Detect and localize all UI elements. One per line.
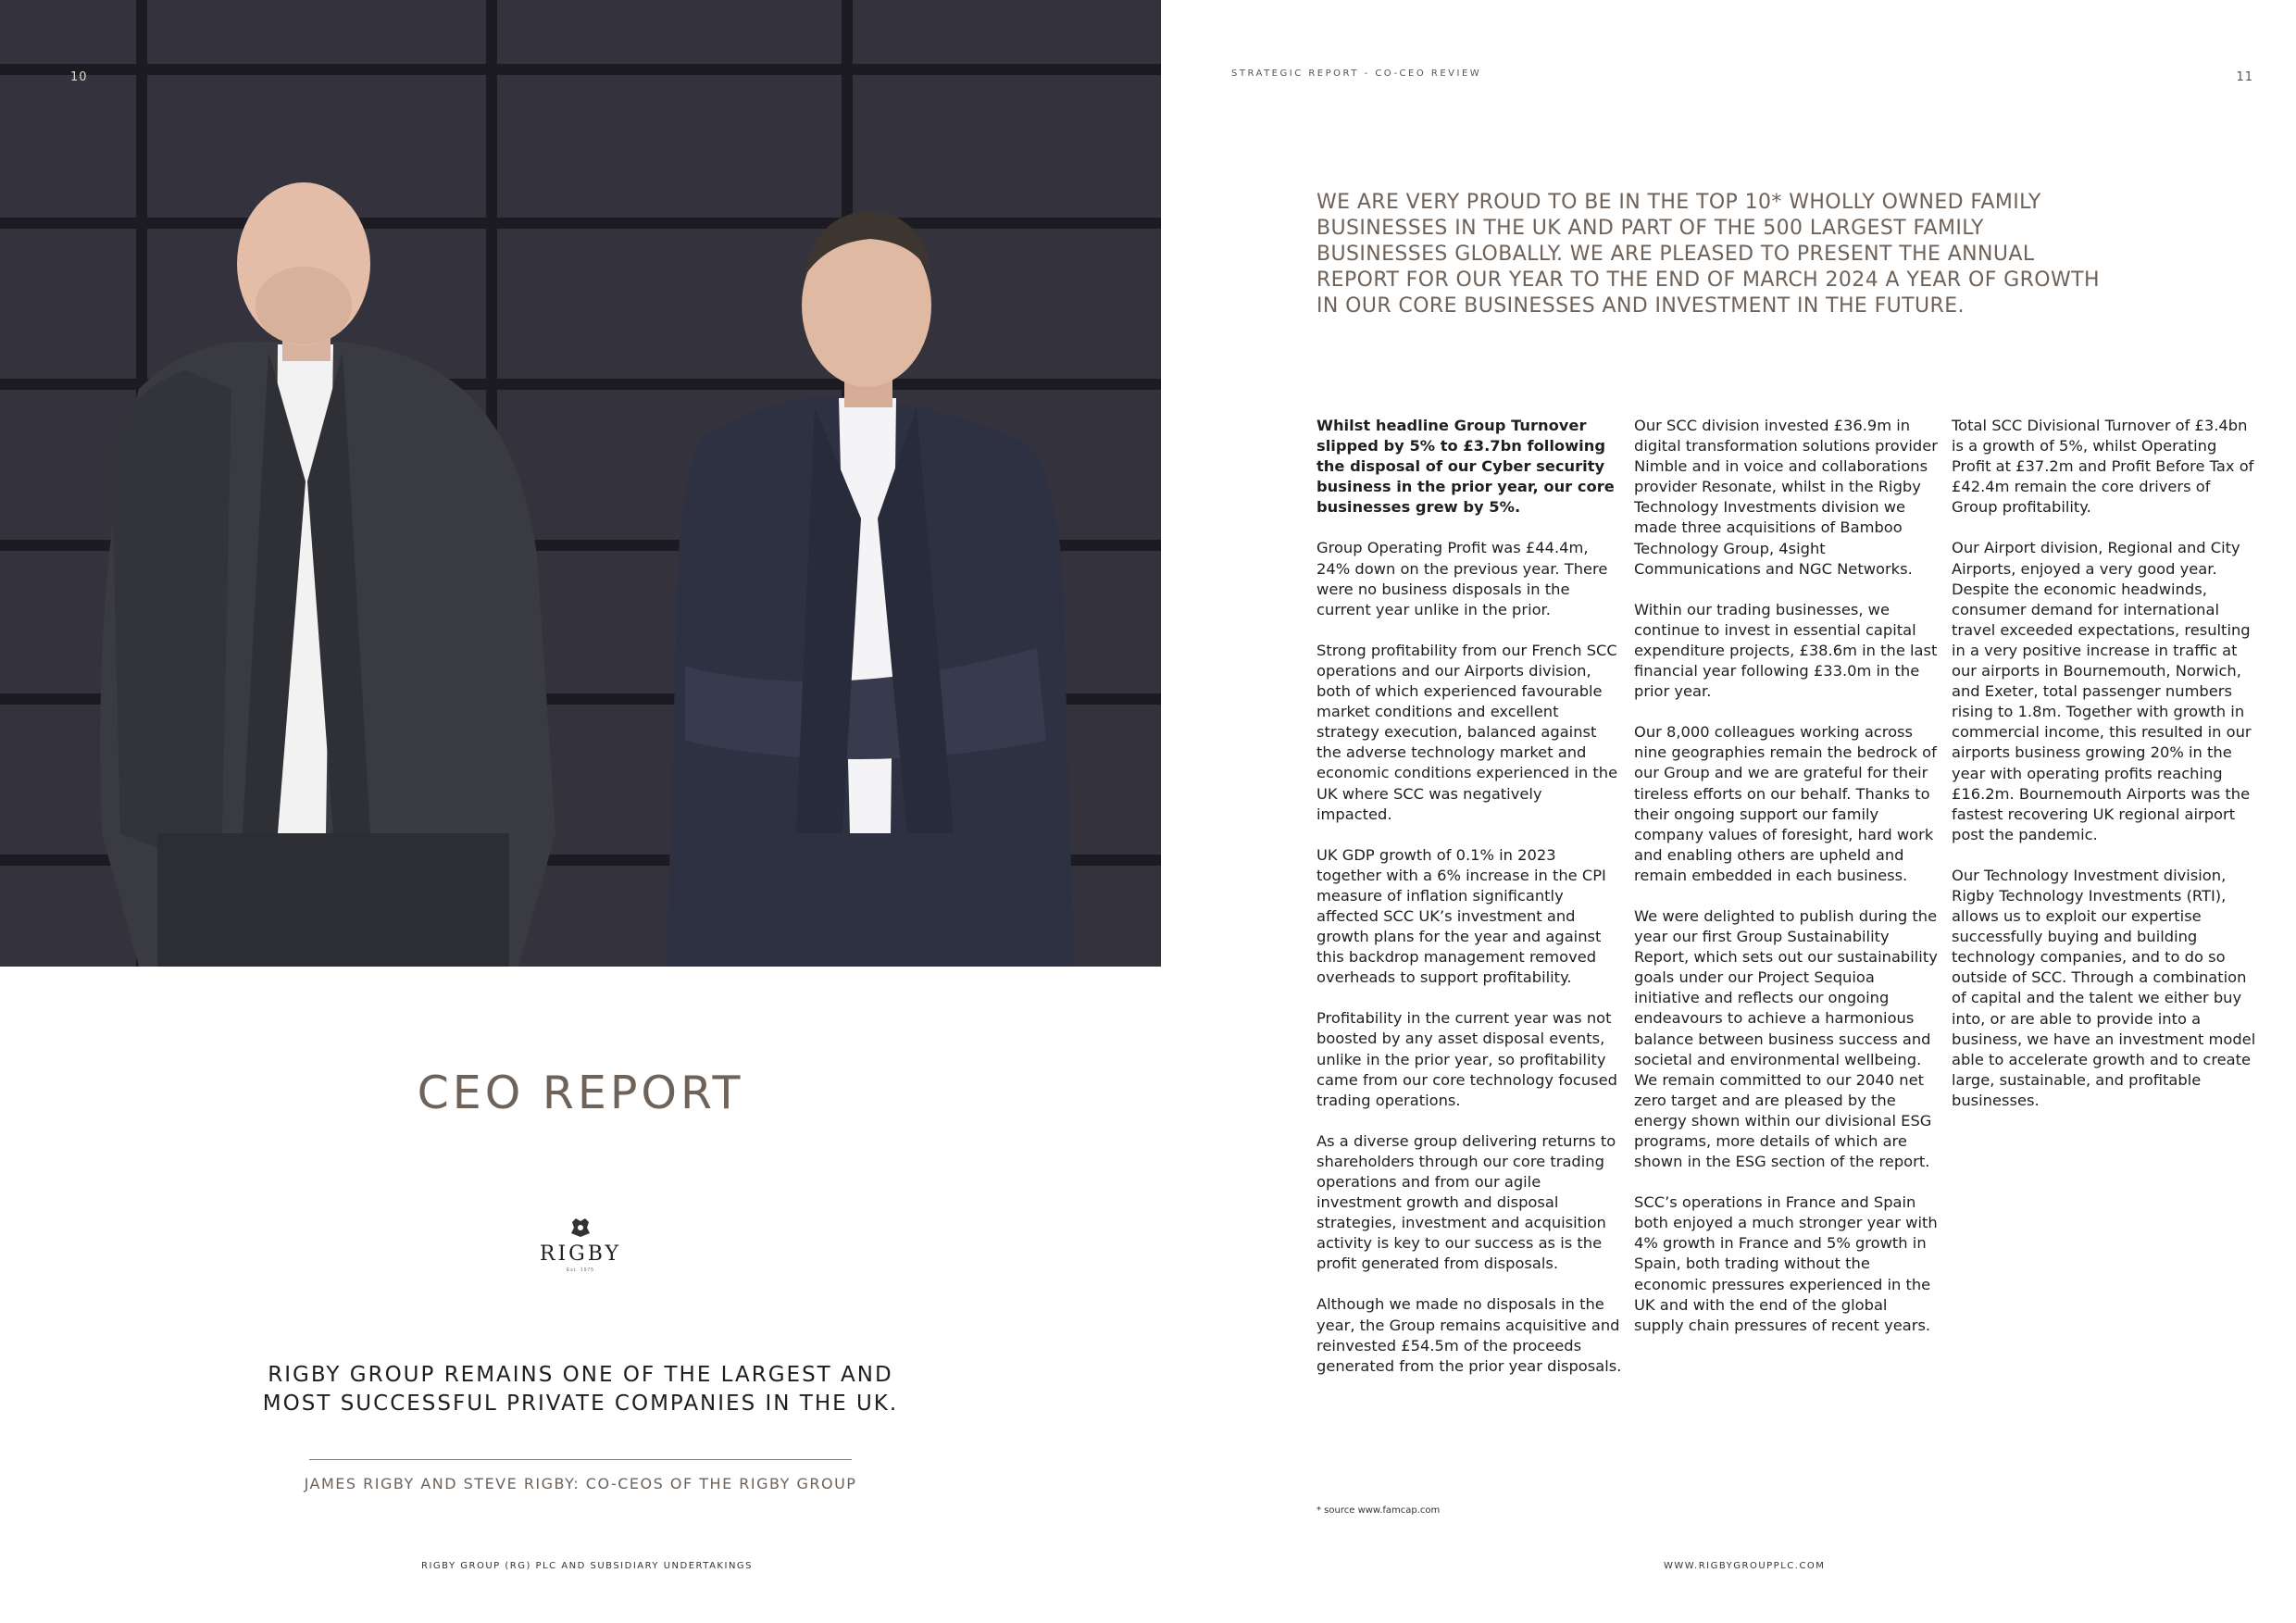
intro-line: WE ARE VERY PROUD TO BE IN THE TOP 10* WHOLLY OWNED FAMILY	[1316, 191, 2041, 214]
intro-line: BUSINESSES GLOBALLY. WE ARE PLEASED TO PRESENT THE ANNUAL	[1316, 243, 2035, 266]
body-paragraph: Although we made no disposals in the year, the Group remains acquisitive and reinvested £54.5m of the proceeds generated from the prior year disposals.	[1316, 1295, 1622, 1375]
running-head: STRATEGIC REPORT - CO-CEO REVIEW	[1231, 69, 1482, 79]
pull-quote-line: MOST SUCCESSFUL PRIVATE COMPANIES IN THE UK.	[262, 1392, 899, 1416]
footer-right: WWW.RIGBYGROUPPLC.COM	[1664, 1561, 1826, 1571]
footnote: * source www.famcap.com	[1316, 1505, 1441, 1516]
body-column-2	[1634, 416, 1940, 1356]
intro-line: IN OUR CORE BUSINESSES AND INVESTMENT IN THE FUTURE.	[1316, 294, 1965, 318]
intro-statement	[1316, 190, 2113, 319]
body-paragraph: Within our trading businesses, we continue to invest in essential capital expenditure projects, £38.6m in the last financial year following £33.0m in the prior year.	[1634, 600, 1938, 701]
pull-quote-line: RIGBY GROUP REMAINS ONE OF THE LARGEST AND	[268, 1363, 893, 1387]
body-column-1	[1316, 416, 1622, 1397]
body-paragraph: Total SCC Divisional Turnover of £3.4bn is a growth of 5%, whilst Operating Profit at £37.2m and Profit Before Tax of £42.4m remain the core drivers of Group profitability.	[1952, 417, 2254, 517]
lead-paragraph: Whilst headline Group Turnover slipped by 5% to £3.7bn following the disposal of our Cyber security business in the prior year, our core businesses grew by 5%.	[1316, 417, 1615, 517]
pull-quote	[185, 1361, 976, 1418]
logo-est: Est. 1975	[566, 1267, 595, 1273]
body-paragraph: Our Airport division, Regional and City Airports, enjoyed a very good year. Despite the economic headwinds, consumer demand for international travel exceeded expectations, resulting in a very positive increase in traffic at our airports in Bournemouth, Norwich, and Exeter, total passenger numbers rising to 1.8m. Together with growth in commercial income, this resulted in our airports business growing 20% in the year with operating profits reaching £16.2m. Bournemouth Airports was the fastest recovering UK regional airport post the pandemic.	[1952, 539, 2252, 843]
intro-line: BUSINESSES IN THE UK AND PART OF THE 500 LARGEST FAMILY	[1316, 217, 1984, 240]
intro-line: REPORT FOR OUR YEAR TO THE END OF MARCH 2024 A YEAR OF GROWTH	[1316, 268, 2100, 292]
body-paragraph: UK GDP growth of 0.1% in 2023 together with a 6% increase in the CPI measure of inflation significantly affected SCC UK’s investment and growth plans for the year and against this backdrop management removed overheads to support profitability.	[1316, 845, 1606, 987]
divider	[309, 1459, 852, 1460]
footer-left: RIGBY GROUP (RG) PLC AND SUBSIDIARY UNDERTAKINGS	[421, 1561, 754, 1571]
co-ceo-portrait-photo	[0, 0, 1161, 967]
body-paragraph: As a diverse group delivering returns to shareholders through our core trading operations and from our agile investment growth and disposal strategies, investment and acquisition activity is key to our success as is the profit generated from disposals.	[1316, 1131, 1616, 1273]
body-paragraph: Strong profitability from our French SCC operations and our Airports division, both of which experienced favourable market conditions and excellent strategy execution, balanced against the adverse technology market and economic conditions experienced in the UK where SCC was negatively impacted.	[1316, 641, 1618, 823]
page-number-left: 10	[70, 70, 88, 84]
body-paragraph: Profitability in the current year was not boosted by any asset disposal events, unlike in the prior year, so profitability came from our core technology focused trading operations.	[1316, 1009, 1618, 1109]
logo-wordmark: RIGBY	[539, 1242, 622, 1266]
quote-attribution: JAMES RIGBY AND STEVE RIGBY: CO-CEOS OF THE RIGBY GROUP	[304, 1475, 857, 1492]
body-paragraph: Group Operating Profit was £44.4m, 24% down on the previous year. There were no business disposals in the current year unlike in the prior.	[1316, 539, 1608, 618]
body-paragraph: We were delighted to publish during the year our first Group Sustainability Report, which sets out our sustainability goals under our Project Sequioa initiative and reflects our ongoing endeavours to achieve a harmonious balance between business success and societal and environmental wellbeing. We remain committed to our 2040 net zero target and are pleased by the energy shown within our divisional ESG programs, more details of which are shown in the ESG section of the report.	[1634, 906, 1938, 1171]
body-column-3	[1952, 416, 2257, 1131]
crest-icon	[568, 1217, 593, 1239]
rigby-logo	[535, 1217, 626, 1273]
body-paragraph: SCC’s operations in France and Spain both enjoyed a much stronger year with 4% growth in France and 5% growth in Spain, both trading without the economic pressures experienced in the UK and with the end of the global supply chain pressures of recent years.	[1634, 1193, 1938, 1334]
body-paragraph: Our 8,000 colleagues working across nine geographies remain the bedrock of our Group and we are grateful for their tireless efforts on our behalf. Thanks to their ongoing support our family company values of foresight, hard work and enabling others are upheld and remain embedded in each business.	[1634, 723, 1937, 884]
body-paragraph: Our Technology Investment division, Rigby Technology Investments (RTI), allows us to exploit our expertise successfully buying and building technology companies, and to do so outside of SCC. Through a combination of capital and the talent we either buy into, or are able to provide into a business, we have an investment model able to accelerate growth and to create large, sustainable, and profitable businesses.	[1952, 866, 2256, 1109]
page-title: CEO REPORT	[417, 1067, 744, 1119]
body-paragraph: Our SCC division invested £36.9m in digital transformation solutions provider Nimble and in voice and collaborations provider Resonate, whilst in the Rigby Technology Investments division we made three acquisitions of Bamboo Technology Group, 4sight Communications and NGC Networks.	[1634, 417, 1938, 578]
page-number-right: 11	[2236, 70, 2253, 84]
